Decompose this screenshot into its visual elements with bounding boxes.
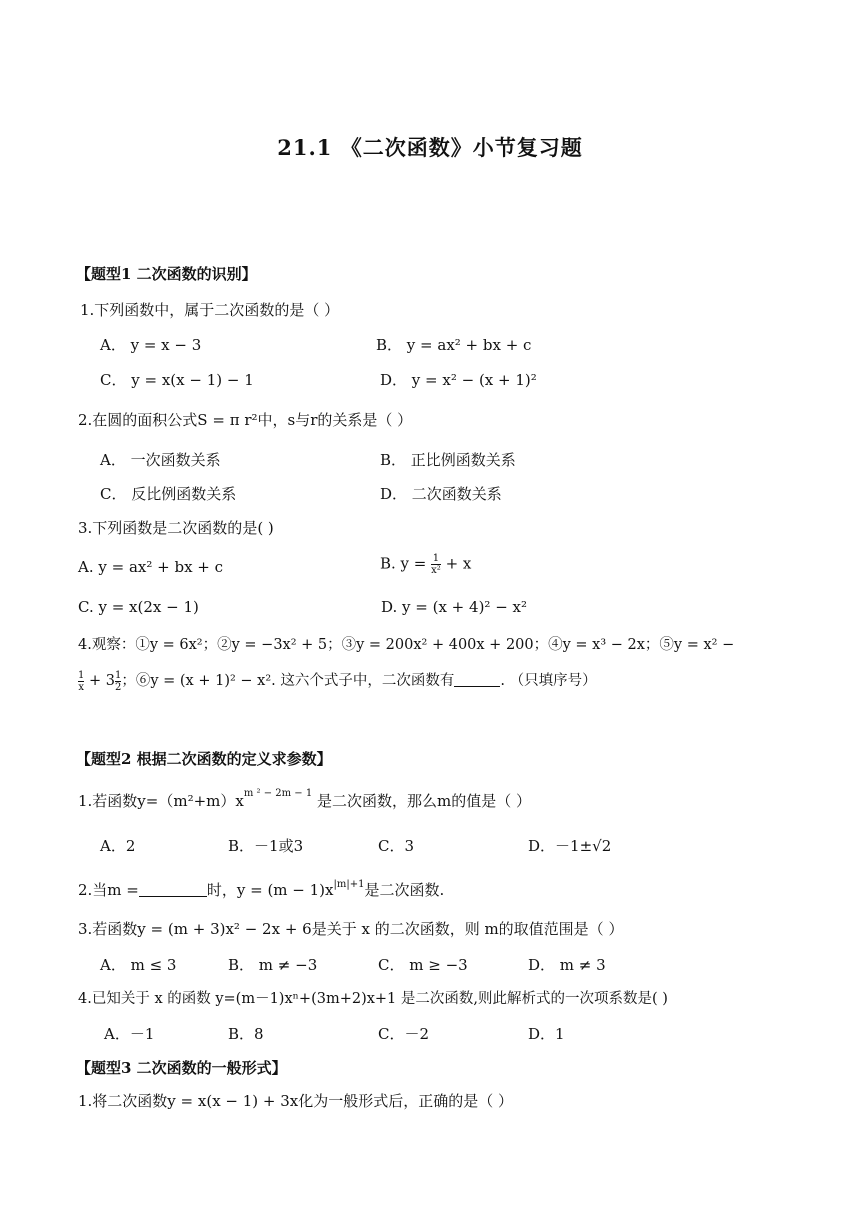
q1-4-line1: 4.观察：①y = 6x²；②y = −3x² + 5；③y = 200x² + 400x + 200；④y = x³ − 2x；⑤y = x² −: [78, 637, 735, 653]
q1-1-stem: 1.下列函数中，属于二次函数的是（ ）: [80, 301, 340, 319]
q1-1-option-c: C． y = x(x − 1) − 1: [100, 371, 254, 389]
q3-1-stem: 1.将二次函数y = x(x − 1) + 3x化为一般形式后，正确的是（ ）: [78, 1092, 514, 1110]
section-heading-3: 【题型3 二次函数的一般形式】: [76, 1059, 287, 1077]
q1-3-option-a: A. y = ax² + bx + c: [78, 558, 224, 576]
q2-4-option-b: B．8: [228, 1025, 264, 1043]
q1-3-stem: 3.下列函数是二次函数的是( ): [78, 519, 274, 537]
q2-3-option-b: B． m ≠ −3: [228, 956, 318, 974]
q1-2-option-a: A． 一次函数关系: [100, 451, 221, 469]
q2-1-option-c: C．3: [378, 837, 415, 855]
q2-1-option-b: B．－1或3: [228, 837, 304, 855]
q2-4-stem: 4.已知关于 x 的函数 y=(m－1)xⁿ+(3m+2)x+1 是二次函数,则此解析式的一次项系数是( ): [78, 991, 668, 1007]
q2-1-stem: 1.若函数$y=(m^2+m)x^{m ^2 - 2m - 1}$ 是二次函数，那么m的值是（ ）: [78, 788, 531, 810]
q2-3-stem: 3.若函数y = (m + 3)x² − 2x + 6是关于 x 的二次函数，则 m的取值范围是（ ）: [78, 920, 624, 938]
q1-1-option-a: A． y = x − 3: [100, 336, 202, 354]
q1-3-option-b: B. y = $\frac{1}{\text{x²}}$ + x: [380, 553, 472, 576]
q1-2-option-b: B． 正比例函数关系: [380, 451, 516, 469]
q1-2-stem: 2.在圆的面积公式S = π r²中，s与r的关系是（ ）: [78, 411, 413, 429]
q2-4-option-d: D．1: [528, 1025, 565, 1043]
answer-blank[interactable]: [139, 882, 207, 897]
q1-3-option-c: C. y = x(2x − 1): [78, 598, 199, 616]
q2-3-option-a: A． m ≤ 3: [100, 956, 177, 974]
q2-4-option-c: C．－2: [378, 1025, 430, 1043]
q1-2-option-d: D． 二次函数关系: [380, 485, 502, 503]
q2-3-option-c: C． m ≥ −3: [378, 956, 468, 974]
section-heading-1: 【题型1 二次函数的识别】: [76, 265, 257, 283]
q1-1-option-d: D． y = x² − (x + 1)²: [380, 371, 537, 389]
q2-3-option-d: D． m ≠ 3: [528, 956, 606, 974]
section-heading-2: 【题型2 根据二次函数的定义求参数】: [76, 750, 332, 768]
q1-4-line2: $\frac{1}{x}$ + 3 $\frac{1}{2}$ ；⑥y = (x + 1)² − x². 这六个式子中，二次函数有 . （只填序号）: [78, 669, 597, 693]
q2-1-option-d: D．－1±√2: [528, 837, 612, 855]
q1-2-option-c: C． 反比例函数关系: [100, 485, 237, 503]
q2-1-option-a: A．2: [100, 837, 136, 855]
q2-2-stem: 2.当m = 时，$y = (m - 1)x^{|m|+1}$是二次函数.: [78, 879, 445, 899]
q1-3-option-d: D. y = (x + 4)² − x²: [381, 598, 528, 616]
q1-1-option-b: B． y = ax² + bx + c: [376, 336, 532, 354]
page-title: 21.1 《二次函数》小节复习题: [277, 135, 583, 160]
answer-blank[interactable]: [454, 672, 500, 687]
q2-4-option-a: A．－1: [104, 1025, 155, 1043]
